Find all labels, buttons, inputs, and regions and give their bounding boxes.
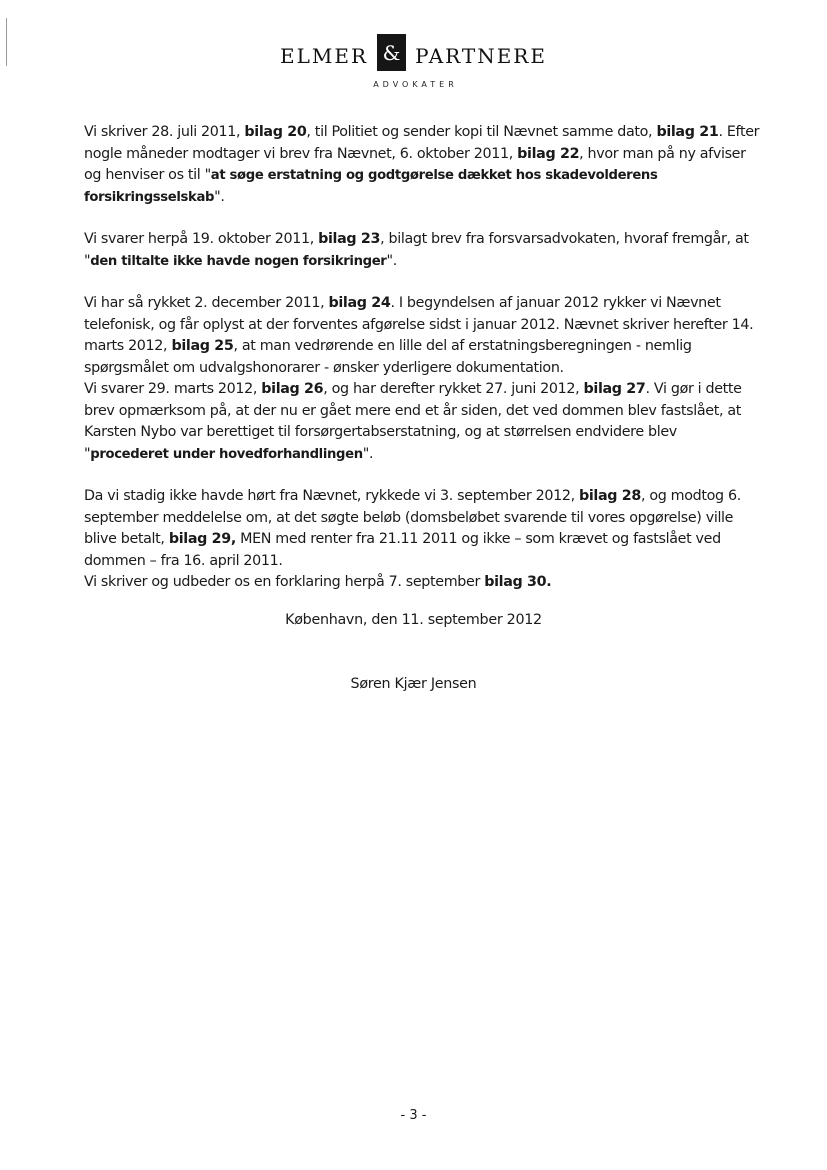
letterhead [0,40,827,89]
exhibit-reference: bilag 27 [583,381,646,397]
text-run: Vi svarer herpå 19. oktober 2011, [84,231,319,247]
firm-logo [0,40,827,71]
paragraph [84,486,760,572]
text-run: MEN med renter fra 21.11 2011 og ikke – som krævet og fastslået ved dommen – fra 16. april 2011. [84,531,721,569]
text-run: Vi svarer 29. marts 2012, [84,381,262,397]
letter-body [84,122,760,594]
text-run: . I begyndelsen af januar 2012 rykker vi Nævnet telefonisk, og får oplyst at der forventes afgørelse sidst i januar 2012. Nævnet skriver herefter 14. marts 2012, [84,295,754,354]
text-run: , bilagt brev fra forsvarsadvokaten, hvoraf fremgår, at " [84,231,749,269]
page-number: - 3 - [400,1108,427,1123]
paragraph [84,379,760,465]
quoted-text: at søge erstatning og godtgørelse dækket hos skadevolderens forsikringsselskab [84,168,658,205]
text-run: , til Politiet og sender kopi til Nævnet samme dato, [306,124,657,140]
exhibit-reference: bilag 29, [168,531,236,547]
paragraph [84,229,760,272]
exhibit-reference: bilag 28 [578,488,641,504]
exhibit-reference: bilag 25 [171,338,234,354]
text-run: , og har derefter rykket 27. juni 2012, [323,381,584,397]
paragraph [84,293,760,379]
paragraph [84,122,760,208]
exhibit-reference: bilag 30. [484,574,552,590]
exhibit-reference: bilag 20 [244,124,307,140]
text-run: . Vi gør i dette brev opmærksom på, at der nu er gået mere end et år siden, det ved dommen blev fastslået, at Karsten Nybo var berettiget til forsørgertabserstatning, og at størrelsen endvidere blev " [84,381,742,462]
firm-subtitle: ADVOKATER [373,80,458,89]
firm-name-left: ELMER [280,43,369,68]
exhibit-reference: bilag 22 [517,145,580,162]
text-run: , hvor man på ny afviser og henviser os til " [84,145,746,183]
signer-name: Søren Kjær Jensen [350,676,477,692]
text-run: Vi har så rykket 2. december 2011, [84,295,329,311]
exhibit-reference: bilag 24 [328,295,391,311]
text-run: ". [214,188,225,205]
quoted-text: den tiltalte ikke havde nogen forsikringer [90,253,387,269]
text-run: Vi skriver 28. juli 2011, [84,124,245,140]
text-run: ". [386,252,397,269]
text-run: ". [362,445,374,462]
text-run: , at man vedrørende en lille del af erstatningsberegningen - nemlig spørgsmålet om udvalgshonorarer - ønsker yderligere dokumentation. [84,338,692,376]
quoted-text: procederet under hovedforhandlingen [90,446,363,462]
text-run: , og modtog 6. september meddelelse om, at det søgte beløb (domsbeløbet svarende til vores opgørelse) ville blive betalt, [84,488,741,547]
exhibit-reference: bilag 23 [318,231,381,247]
firm-name-right: PARTNERE [415,43,547,68]
text-run: Vi skriver og udbeder os en forklaring herpå 7. september [84,574,485,590]
text-run: Da vi stadig ikke havde hørt fra Nævnet, rykkede vi 3. september 2012, [84,488,579,504]
exhibit-reference: bilag 21 [656,124,719,140]
paragraph [84,572,760,594]
exhibit-reference: bilag 26 [261,381,324,397]
place-and-date: København, den 11. september 2012 [285,612,542,628]
ampersand-logo-box: & [377,34,406,71]
text-run: . Efter nogle måneder modtager vi brev fra Nævnet, 6. oktober 2011, [84,124,760,162]
